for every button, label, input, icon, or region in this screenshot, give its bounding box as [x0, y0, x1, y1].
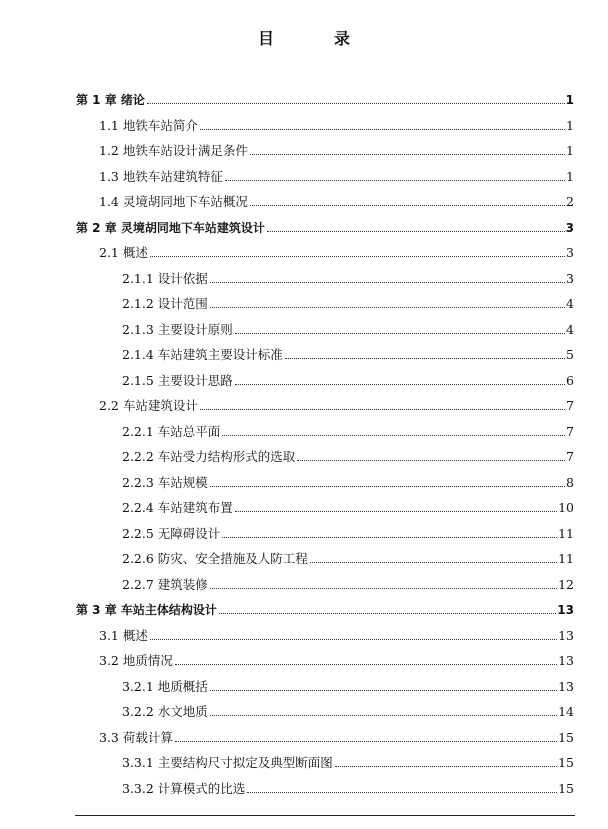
- toc-entry-label: 2.2.4 车站建筑布置: [122, 500, 233, 515]
- toc-leader-dots: [285, 358, 565, 359]
- toc-entry-level3[interactable]: [122, 546, 574, 566]
- toc-leader-dots: [267, 231, 565, 232]
- toc-page-number: 1: [565, 93, 574, 107]
- toc-leader-dots: [335, 766, 557, 767]
- toc-entry-level3[interactable]: [122, 342, 574, 362]
- toc-entry-level3[interactable]: [122, 521, 574, 541]
- toc-entry-level2[interactable]: [99, 648, 574, 668]
- toc-entry-level3[interactable]: [122, 750, 574, 770]
- toc-page-number: 15: [558, 729, 574, 745]
- toc-entry-level2[interactable]: [99, 623, 574, 643]
- toc-leader-dots: [210, 588, 557, 589]
- toc-page-number: 4: [566, 321, 574, 337]
- toc-page-number: 7: [566, 449, 574, 464]
- toc-leader-dots: [222, 435, 565, 436]
- toc-entry-label: 3.3.2 计算模式的比选: [122, 780, 246, 796]
- toc-entry-level3[interactable]: [122, 470, 574, 490]
- toc-entry-level3[interactable]: [122, 317, 574, 337]
- toc-page-number: 10: [558, 500, 574, 515]
- toc-page-number: 14: [558, 704, 574, 719]
- toc-entry-level3[interactable]: [122, 572, 574, 592]
- toc-entry-label: 2.1.2 设计范围: [122, 296, 208, 311]
- toc-entry-level3[interactable]: [122, 291, 574, 311]
- toc-page-number: 13: [558, 627, 574, 643]
- toc-entry-level2[interactable]: [99, 113, 574, 133]
- toc-entry-label: 3.2.2 水文地质: [122, 704, 208, 719]
- toc-entry-label: 1.4 灵境胡同地下车站概况: [99, 194, 248, 209]
- toc-leader-dots: [210, 307, 565, 308]
- toc-entry-label: 1.3 地铁车站建筑特征: [99, 168, 223, 184]
- toc-leader-dots: [250, 154, 565, 155]
- toc-leader-dots: [175, 741, 557, 742]
- toc-entry-label: 2.2.6 防灾、安全措施及人防工程: [122, 551, 308, 566]
- toc-entry-label: 2.2.2 车站受力结构形式的选取: [122, 449, 296, 464]
- toc-entry-label: 1.2 地铁车站设计满足条件: [99, 143, 248, 158]
- toc-leader-dots: [247, 792, 557, 793]
- toc-leader-dots: [310, 562, 557, 563]
- toc-entry-label: 2.1 概述: [99, 245, 148, 260]
- toc-leader-dots: [200, 129, 565, 130]
- toc-page-number: 1: [566, 143, 574, 158]
- toc-leader-dots: [297, 460, 565, 461]
- toc-page-number: 3: [566, 245, 574, 260]
- toc-page-number: 3: [566, 270, 574, 286]
- toc-entry-level3[interactable]: [122, 419, 574, 439]
- toc-entry-label: 2.2.7 建筑装修: [122, 576, 208, 592]
- toc-entry-label: 3.2 地质情况: [99, 653, 173, 668]
- toc-entry-label: 2.1.4 车站建筑主要设计标准: [122, 347, 283, 362]
- toc-leader-dots: [175, 664, 557, 665]
- toc-leader-dots: [235, 511, 557, 512]
- toc-leader-dots: [150, 639, 557, 640]
- footer-rule: [75, 815, 575, 816]
- toc-page-number: 1: [566, 168, 574, 184]
- toc-entry-label: 3.3 荷载计算: [99, 729, 173, 745]
- toc-entry-label: 2.1.1 设计依据: [122, 270, 208, 286]
- toc-page-number: 13: [557, 603, 574, 617]
- toc-page-number: 15: [558, 755, 574, 770]
- toc-page-number: 2: [566, 194, 574, 209]
- toc-entry-level1[interactable]: [76, 597, 574, 617]
- toc-entry-label: 1.1 地铁车站简介: [99, 117, 198, 133]
- toc-page-number: 11: [558, 525, 574, 541]
- toc-leader-dots: [235, 384, 565, 385]
- toc-leader-dots: [200, 409, 565, 410]
- toc-entry-level3[interactable]: [122, 368, 574, 388]
- toc-entry-level2[interactable]: [99, 189, 574, 209]
- toc-entry-level2[interactable]: [99, 164, 574, 184]
- toc-page-number: 7: [566, 398, 574, 413]
- toc-leader-dots: [235, 333, 565, 334]
- toc-leader-dots: [210, 486, 565, 487]
- toc-page-number: 8: [566, 474, 574, 490]
- toc-page-number: 6: [566, 372, 574, 388]
- toc-page-number: 11: [558, 551, 574, 566]
- toc-entry-label: 2.2.3 车站规模: [122, 474, 208, 490]
- toc-leader-dots: [210, 282, 565, 283]
- toc-entry-level1[interactable]: [76, 215, 574, 235]
- toc-entry-label: 2.2 车站建筑设计: [99, 398, 198, 413]
- toc-page-number: 5: [566, 347, 574, 362]
- toc-entry-label: 2.1.3 主要设计原则: [122, 321, 233, 337]
- toc-entry-level3[interactable]: [122, 776, 574, 796]
- toc-entry-label: 第 1 章 绪论: [76, 93, 145, 107]
- toc-page-number: 7: [566, 423, 574, 439]
- toc-entry-label: 3.2.1 地质概括: [122, 678, 208, 694]
- toc-page-number: 1: [566, 117, 574, 133]
- toc-page-number: 13: [558, 678, 574, 694]
- toc-leader-dots: [222, 537, 557, 538]
- toc-entry-label: 3.1 概述: [99, 627, 148, 643]
- toc-entry-level3[interactable]: [122, 444, 574, 464]
- toc-page-number: 12: [558, 576, 574, 592]
- toc-leader-dots: [225, 180, 565, 181]
- page-title: 目 录: [257, 29, 372, 48]
- toc-leader-dots: [210, 715, 557, 716]
- toc-entry-level3[interactable]: [122, 266, 574, 286]
- toc-entry-level2[interactable]: [99, 725, 574, 745]
- toc-entry-level2[interactable]: [99, 138, 574, 158]
- toc-entry-level3[interactable]: [122, 674, 574, 694]
- toc-entry-level2[interactable]: [99, 240, 574, 260]
- toc-page-number: 3: [565, 220, 574, 235]
- toc-entry-label: 第 3 章 车站主体结构设计: [76, 603, 217, 617]
- toc-entry-label: 2.2.5 无障碍设计: [122, 525, 221, 541]
- toc-leader-dots: [250, 205, 565, 206]
- toc-page-number: 13: [558, 653, 574, 668]
- toc-entry-label: 第 2 章 灵境胡同地下车站建筑设计: [76, 220, 265, 235]
- toc-entry-level2[interactable]: [99, 393, 574, 413]
- toc-entry-level1[interactable]: [76, 87, 574, 107]
- toc-entry-level3[interactable]: [122, 699, 574, 719]
- toc-entry-label: 2.2.1 车站总平面: [122, 423, 221, 439]
- toc-page-number: 15: [558, 780, 574, 796]
- toc-entry-label: 3.3.1 主要结构尺寸拟定及典型断面图: [122, 755, 333, 770]
- toc-entry-label: 2.1.5 主要设计思路: [122, 372, 233, 388]
- toc-leader-dots: [150, 256, 565, 257]
- toc-leader-dots: [147, 103, 565, 104]
- toc-leader-dots: [210, 690, 557, 691]
- toc-entry-level3[interactable]: [122, 495, 574, 515]
- toc-leader-dots: [219, 613, 556, 614]
- toc-page-number: 4: [566, 296, 574, 311]
